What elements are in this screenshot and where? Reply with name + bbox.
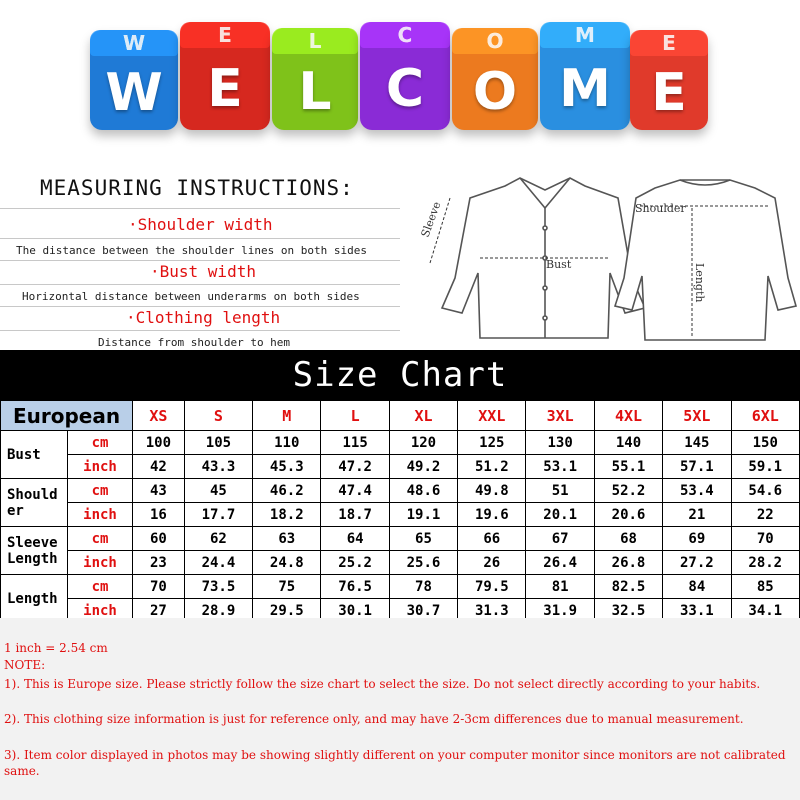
divider <box>0 284 400 285</box>
table-row <box>1 455 800 479</box>
size-value-cell: 26 <box>458 551 526 575</box>
size-value-cell: 54.6 <box>731 479 799 503</box>
table-row <box>1 575 800 599</box>
size-value-cell: 55.1 <box>594 455 662 479</box>
size-header: M <box>253 401 321 431</box>
welcome-letter: W <box>105 63 163 123</box>
unit-label: inch <box>68 599 133 623</box>
size-value-cell: 27 <box>133 599 185 623</box>
size-value-cell: 66 <box>458 527 526 551</box>
unit-label: cm <box>68 479 133 503</box>
divider <box>0 208 400 209</box>
measure-label: Length <box>1 575 68 623</box>
size-header: XXL <box>458 401 526 431</box>
size-value-cell: 120 <box>389 431 457 455</box>
size-value-cell: 79.5 <box>458 575 526 599</box>
size-value-cell: 27.2 <box>663 551 731 575</box>
welcome-letter: O <box>472 62 518 122</box>
size-value-cell: 17.7 <box>184 503 252 527</box>
size-value-cell: 22 <box>731 503 799 527</box>
welcome-letter-top: C <box>360 22 450 48</box>
size-value-cell: 115 <box>321 431 389 455</box>
shirt-drawing <box>400 168 800 350</box>
size-value-cell: 30.7 <box>389 599 457 623</box>
welcome-letter: L <box>298 62 332 122</box>
size-value-cell: 84 <box>663 575 731 599</box>
table-row <box>1 479 800 503</box>
welcome-letter-cube <box>272 28 358 130</box>
size-value-cell: 81 <box>526 575 594 599</box>
size-value-cell: 64 <box>321 527 389 551</box>
size-value-cell: 25.6 <box>389 551 457 575</box>
size-value-cell: 62 <box>184 527 252 551</box>
divider <box>0 260 400 261</box>
size-value-cell: 63 <box>253 527 321 551</box>
table-header-row <box>1 401 800 431</box>
size-value-cell: 105 <box>184 431 252 455</box>
size-value-cell: 49.8 <box>458 479 526 503</box>
size-value-cell: 60 <box>133 527 185 551</box>
size-value-cell: 32.5 <box>594 599 662 623</box>
size-value-cell: 18.7 <box>321 503 389 527</box>
size-header: 5XL <box>663 401 731 431</box>
size-value-cell: 150 <box>731 431 799 455</box>
size-value-cell: 65 <box>389 527 457 551</box>
size-value-cell: 18.2 <box>253 503 321 527</box>
instructions-title: MEASURING INSTRUCTIONS: <box>40 176 354 200</box>
welcome-letter-top: E <box>180 22 270 48</box>
note-heading: NOTE: <box>4 658 46 672</box>
conversion-note: 1 inch = 2.54 cm <box>4 641 108 655</box>
table-row <box>1 551 800 575</box>
welcome-banner <box>0 0 800 165</box>
bust-label: Bust <box>546 258 572 271</box>
size-header: 6XL <box>731 401 799 431</box>
note-item: 2). This clothing size information is just for reference only, and may have 2-3cm differences due to manual measurement. <box>4 712 744 726</box>
size-value-cell: 51 <box>526 479 594 503</box>
size-value-cell: 24.8 <box>253 551 321 575</box>
welcome-letter: M <box>559 59 611 119</box>
table-row <box>1 527 800 551</box>
size-value-cell: 28.2 <box>731 551 799 575</box>
shoulder-label: Shoulder <box>635 202 686 215</box>
size-value-cell: 23 <box>133 551 185 575</box>
welcome-letter-cube <box>540 22 630 130</box>
measure-label: Bust <box>1 431 68 479</box>
measure-label: Sleeve Length <box>1 527 68 575</box>
size-value-cell: 45 <box>184 479 252 503</box>
size-value-cell: 47.2 <box>321 455 389 479</box>
instruction-name-length: ·Clothing length <box>126 308 281 327</box>
size-value-cell: 73.5 <box>184 575 252 599</box>
welcome-letter: E <box>207 59 243 119</box>
size-value-cell: 31.9 <box>526 599 594 623</box>
size-value-cell: 20.6 <box>594 503 662 527</box>
size-value-cell: 140 <box>594 431 662 455</box>
size-value-cell: 45.3 <box>253 455 321 479</box>
welcome-letter-top: W <box>90 30 178 56</box>
welcome-letter-cube <box>90 30 178 130</box>
size-value-cell: 48.6 <box>389 479 457 503</box>
size-value-cell: 145 <box>663 431 731 455</box>
size-value-cell: 53.4 <box>663 479 731 503</box>
instruction-desc-shoulder: The distance between the shoulder lines on both sides <box>16 244 367 257</box>
welcome-letter: E <box>651 63 687 123</box>
shirt-diagram <box>400 168 800 350</box>
unit-label: cm <box>68 431 133 455</box>
size-value-cell: 26.8 <box>594 551 662 575</box>
size-value-cell: 43.3 <box>184 455 252 479</box>
size-value-cell: 110 <box>253 431 321 455</box>
size-value-cell: 69 <box>663 527 731 551</box>
size-value-cell: 51.2 <box>458 455 526 479</box>
size-header: S <box>184 401 252 431</box>
size-header: 4XL <box>594 401 662 431</box>
size-value-cell: 53.1 <box>526 455 594 479</box>
size-value-cell: 21 <box>663 503 731 527</box>
size-value-cell: 33.1 <box>663 599 731 623</box>
sleeve-label: Sleeve <box>418 199 444 240</box>
divider <box>0 306 400 307</box>
divider <box>0 238 400 239</box>
instruction-name-shoulder: ·Shoulder width <box>128 215 273 234</box>
size-value-cell: 70 <box>731 527 799 551</box>
size-header: XL <box>389 401 457 431</box>
unit-label: cm <box>68 527 133 551</box>
size-value-cell: 85 <box>731 575 799 599</box>
size-value-cell: 52.2 <box>594 479 662 503</box>
size-value-cell: 68 <box>594 527 662 551</box>
table-corner-label: European <box>1 401 133 431</box>
size-value-cell: 19.6 <box>458 503 526 527</box>
size-value-cell: 47.4 <box>321 479 389 503</box>
size-value-cell: 20.1 <box>526 503 594 527</box>
size-value-cell: 49.2 <box>389 455 457 479</box>
length-label: Length <box>693 263 706 303</box>
size-value-cell: 70 <box>133 575 185 599</box>
size-header: L <box>321 401 389 431</box>
unit-label: inch <box>68 551 133 575</box>
measure-label: Should er <box>1 479 68 527</box>
size-value-cell: 100 <box>133 431 185 455</box>
size-value-cell: 82.5 <box>594 575 662 599</box>
size-value-cell: 31.3 <box>458 599 526 623</box>
size-header: 3XL <box>526 401 594 431</box>
table-row <box>1 431 800 455</box>
size-value-cell: 16 <box>133 503 185 527</box>
unit-label: inch <box>68 455 133 479</box>
unit-label: cm <box>68 575 133 599</box>
instruction-desc-length: Distance from shoulder to hem <box>98 336 291 349</box>
divider <box>0 330 400 331</box>
table-row <box>1 503 800 527</box>
size-value-cell: 125 <box>458 431 526 455</box>
measuring-instructions <box>0 168 400 350</box>
size-value-cell: 43 <box>133 479 185 503</box>
notes-section <box>0 618 800 800</box>
welcome-letter: C <box>385 59 425 119</box>
size-value-cell: 130 <box>526 431 594 455</box>
welcome-letter-top: L <box>272 28 358 54</box>
welcome-letter-cube <box>452 28 538 130</box>
welcome-letter-cube <box>630 30 708 130</box>
size-value-cell: 59.1 <box>731 455 799 479</box>
welcome-letter-cube <box>360 22 450 130</box>
welcome-letter-top: E <box>630 30 708 56</box>
instruction-desc-bust: Horizontal distance between underarms on both sides <box>22 290 360 303</box>
size-value-cell: 46.2 <box>253 479 321 503</box>
welcome-letter-cube <box>180 22 270 130</box>
size-value-cell: 57.1 <box>663 455 731 479</box>
instruction-name-bust: ·Bust width <box>150 262 256 281</box>
welcome-letter-top: M <box>540 22 630 48</box>
size-value-cell: 25.2 <box>321 551 389 575</box>
size-value-cell: 24.4 <box>184 551 252 575</box>
note-item: 3). Item color displayed in photos may be showing slightly different on your computer monitor since monitors are not calibrated same. <box>4 748 786 778</box>
unit-label: inch <box>68 503 133 527</box>
size-value-cell: 78 <box>389 575 457 599</box>
size-value-cell: 42 <box>133 455 185 479</box>
size-value-cell: 67 <box>526 527 594 551</box>
size-value-cell: 30.1 <box>321 599 389 623</box>
size-value-cell: 26.4 <box>526 551 594 575</box>
size-value-cell: 34.1 <box>731 599 799 623</box>
size-value-cell: 29.5 <box>253 599 321 623</box>
size-value-cell: 75 <box>253 575 321 599</box>
size-chart-title: Size Chart <box>0 350 800 400</box>
note-item: 1). This is Europe size. Please strictly follow the size chart to select the size. Do not select directly according to your habits. <box>4 677 761 691</box>
size-value-cell: 28.9 <box>184 599 252 623</box>
size-table <box>0 400 800 623</box>
size-header: XS <box>133 401 185 431</box>
welcome-letter-top: O <box>452 28 538 54</box>
size-value-cell: 19.1 <box>389 503 457 527</box>
size-value-cell: 76.5 <box>321 575 389 599</box>
